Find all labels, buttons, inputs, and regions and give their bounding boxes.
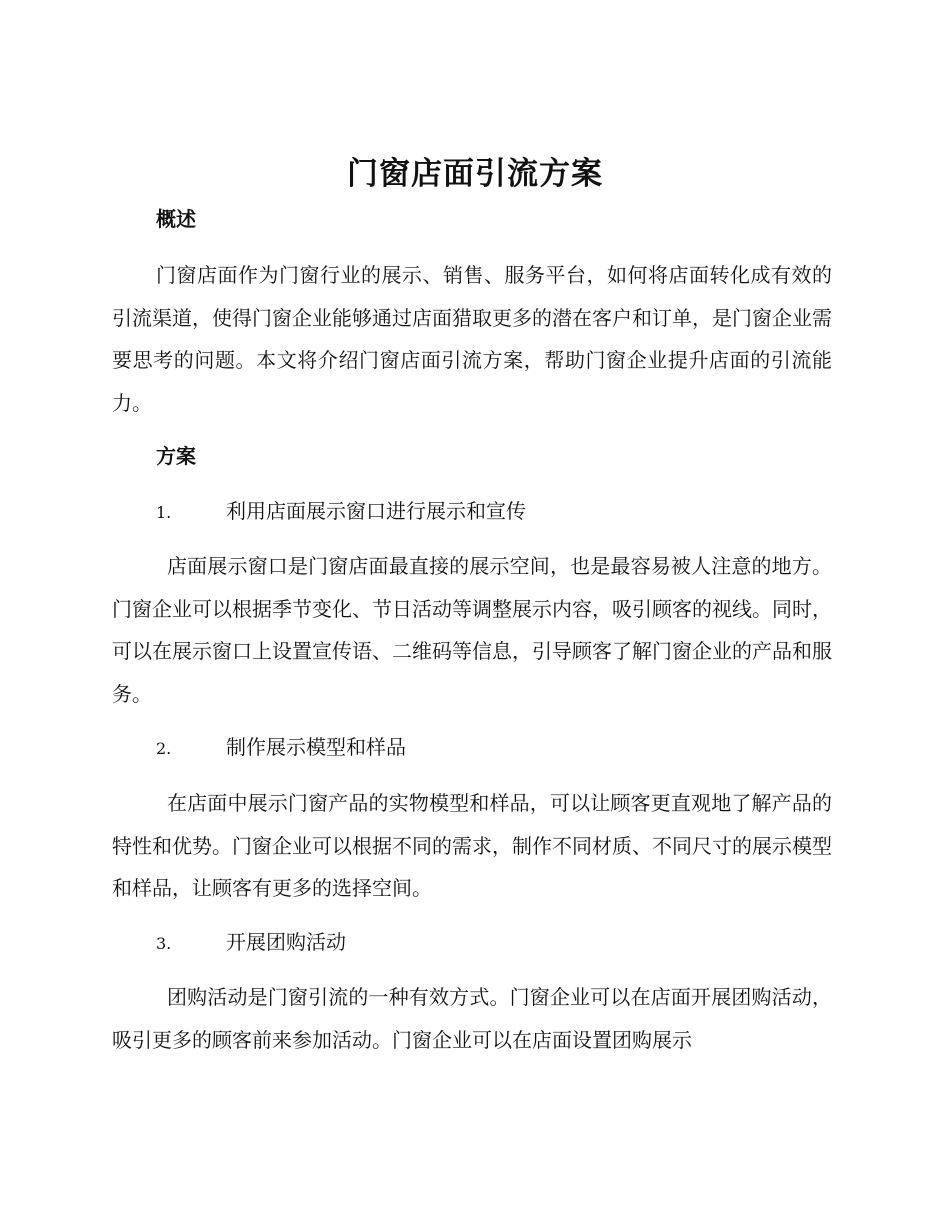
section-heading-plan: 方案 xyxy=(156,444,196,468)
list-item-title: 利用店面展示窗口进行展示和宣传 xyxy=(226,499,526,523)
item-3-paragraph: 团购活动是门窗引流的一种有效方式。门窗企业可以在店面开展团购活动，吸引更多的顾客前来参加活动。门窗企业可以在店面设置团购展示 xyxy=(112,985,832,1052)
list-item-number: 3. xyxy=(156,934,172,953)
list-item-title: 制作展示模型和样品 xyxy=(226,735,406,759)
overview-paragraph: 门窗店面作为门窗行业的展示、销售、服务平台，如何将店面转化成有效的引流渠道，使得门窗企业能够通过店面猎取更多的潜在客户和订单，是门窗企业需要思考的问题。本文将介绍门窗店面引流方案，帮助门窗企业提升店面的引流能力。 xyxy=(112,263,832,415)
list-item-number: 2. xyxy=(156,739,172,758)
item-1-paragraph: 店面展示窗口是门窗店面最直接的展示空间，也是最容易被人注意的地方。门窗企业可以根据季节变化、节日活动等调整展示内容，吸引顾客的视线。同时，可以在展示窗口上设置宣传语、二维码等信息，引导顾客了解门窗企业的产品和服务。 xyxy=(112,554,832,706)
item-2-paragraph: 在店面中展示门窗产品的实物模型和样品，可以让顾客更直观地了解产品的特性和优势。门窗企业可以根据不同的需求，制作不同材质、不同尺寸的展示模型和样品，让顾客有更多的选择空间。 xyxy=(112,791,832,900)
list-item-title: 开展团购活动 xyxy=(226,930,346,954)
list-item-2 xyxy=(156,733,406,763)
list-item-1 xyxy=(156,497,526,527)
section-heading-overview: 概述 xyxy=(156,207,196,231)
list-item-3 xyxy=(156,928,346,958)
list-item-number: 1. xyxy=(156,503,172,522)
document-title: 门窗店面引流方案 xyxy=(347,156,603,192)
